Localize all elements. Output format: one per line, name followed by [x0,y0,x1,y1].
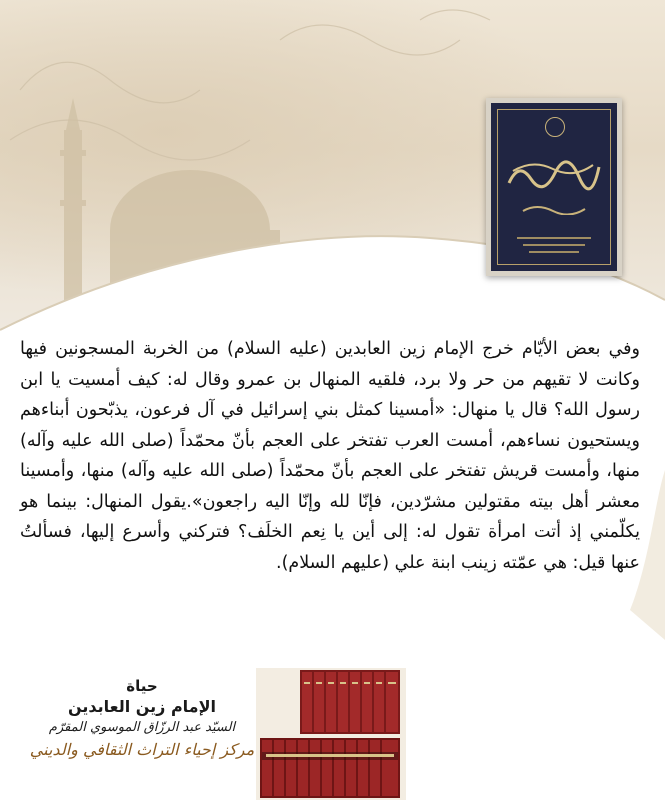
cover-publisher-lines [513,235,595,257]
story-paragraph: وفي بعض الأيّام خرج الإمام زين العابدين (عليه السلام) من الخربة المسجونين فيها وكانت لا تقيهم من حر ولا برد، فلقيه المنهال بن عمرو وقال له: كيف أمسيت يا ابن رسول الله؟ قال يا منهال: «أمسينا كمثل بني إسرائيل في آل فرعون، يذبّحون أبناءهم ويستحيون نساءهم، أمست العرب تفتخر على العجم بأنّ محمّداً (صلى الله عليه وآله) منها، وأمست قريش تفتخر على العجم بأنّ محمّداً (صلى الله عليه وآله) منها، وأمسينا معشر أهل بيته مقتولين مشرّدين، فإنّا لله وإنّا اليه راجعون».يقول المنهال: بينما هو يكلّمني إذ أتت امرأة تقول له: إلى أين يا نِعم الخلَف؟ فتركني وأسرع إليها، فسألتُ عنها قيل: هي عمّته زينب ابنة علي (عليهم السلام). [20,339,640,573]
cover-calligraphy-title [503,153,605,193]
author-name: السيّد عبد الرزّاق الموسوي المقرّم [48,720,236,735]
book-cover-image [486,98,622,276]
book-set-image [256,668,406,800]
cover-author-calligraphy [519,203,589,215]
book-title: حياة [126,677,158,695]
cover-crest-icon [545,117,565,137]
imam-name: الإمام زين العابدين [68,697,216,716]
book-credits [22,676,262,762]
publisher-name: مركز إحياء التراث الثقافي والديني [29,740,255,759]
